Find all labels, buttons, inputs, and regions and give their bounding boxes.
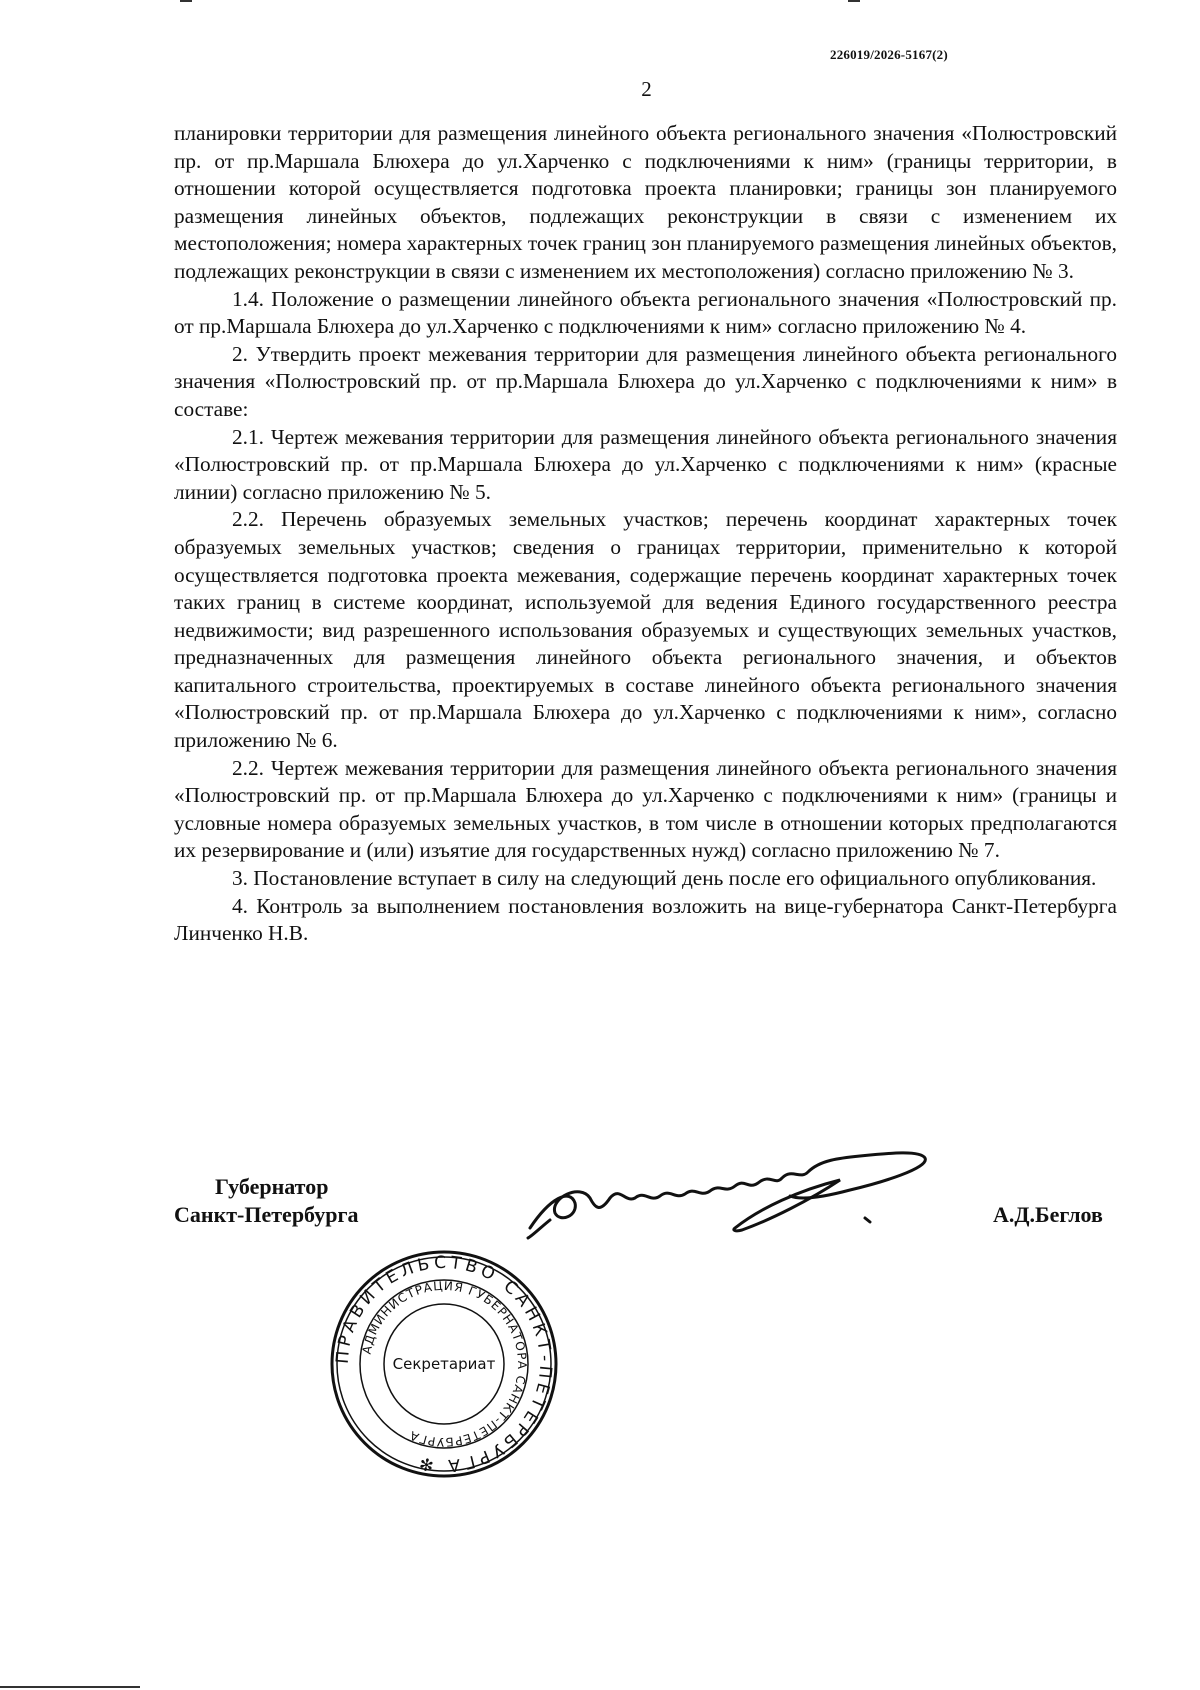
paragraph: 2.2. Чертеж межевания территории для размещения линейного объекта регионального значения «Полюстровский пр. от пр.Маршала Блюхера до ул.Харченко с подключениями к ним» (границы и условные номера образуемых земельных участков, в том числе в отношении которых предполагаются их резервирование и (или) изъятие для государственных нужд) согласно приложению № 7. <box>174 755 1117 863</box>
paragraph: 1.4. Положение о размещении линейного объекта регионального значения «Полюстровский пр. от пр.Маршала Блюхера до ул.Харченко с подключениями к ним» согласно приложению № 4. <box>174 286 1117 339</box>
stamp-center-text: Секретариат <box>392 1355 496 1373</box>
document-body <box>174 120 1117 948</box>
paragraph: 3. Постановление вступает в силу на следующий день после его официального опубликования. <box>232 866 1097 891</box>
official-stamp <box>328 1248 560 1480</box>
paragraph: 4. Контроль за выполнением постановления возложить на вице-губернатора Санкт-Петербурга Линченко Н.В. <box>174 893 1117 946</box>
paragraph: 2.1. Чертеж межевания территории для размещения линейного объекта регионального значения «Полюстровский пр. от пр.Маршала Блюхера до ул.Харченко с подключениями к ним» (красные линии) согласно приложению № 5. <box>174 424 1117 504</box>
svg-text:АДМИНИСТРАЦИЯ ГУБЕРНАТОРА САНК: АДМИНИСТРАЦИЯ ГУБЕРНАТОРА САНКТ-ПЕТЕРБУРГА <box>359 1278 530 1450</box>
scan-edge-mark <box>180 0 192 2</box>
page-number: 2 <box>641 77 652 101</box>
paragraph: планировки территории для размещения линейного объекта регионального значения «Полюстровский пр. от пр.Маршала Блюхера до ул.Харченко с подключениями к ним» (границы территории, в отношении которой осуществляется подготовка проекта планировки; границы зон планируемого размещения линейных объектов, подлежащих реконструкции в связи с изменением их местоположения; номера характерных точек границ зон планируемого размещения линейных объектов, подлежащих реконструкции в связи с изменением их местоположения) согласно приложению № 3. <box>174 121 1118 283</box>
signer-title-line1: Губернатор <box>215 1174 329 1199</box>
signer-title-line2: Санкт-Петербурга <box>174 1202 359 1227</box>
paragraph: 2.2. Перечень образуемых земельных участков; перечень координат характерных точек образуемых земельных участков; сведения о границах территории, применительно к которой осуществляется подготовка проекта межевания, содержащие перечень координат характерных точек таких границ в системе координат, используемой для ведения Единого государственного реестра недвижимости; вид разрешенного использования образуемых и существующих земельных участков, предназначенных для размещения линейного объекта регионального значения, и объектов капитального строительства, проектируемых в составе линейного объекта регионального значения «Полюстровский пр. от пр.Маршала Блюхера до ул.Харченко с подключениями к ним», согласно приложению № 6. <box>174 507 1117 753</box>
scan-edge-mark <box>0 1686 140 1688</box>
handwritten-signature <box>520 1128 940 1248</box>
signer-name: А.Д.Беглов <box>993 1202 1103 1227</box>
svg-text:ПРАВИТЕЛЬСТВО САНКТ-ПЕТЕРБУРГА: ПРАВИТЕЛЬСТВО САНКТ-ПЕТЕРБУРГА ✻ <box>332 1252 556 1476</box>
paragraph: 2. Утвердить проект межевания территории для размещения линейного объекта регионального значения «Полюстровский пр. от пр.Маршала Блюхера до ул.Харченко с подключениями к ним» в составе: <box>174 341 1117 421</box>
document-number: 226019/2026-5167(2) <box>830 47 948 62</box>
scan-edge-mark <box>848 0 860 2</box>
